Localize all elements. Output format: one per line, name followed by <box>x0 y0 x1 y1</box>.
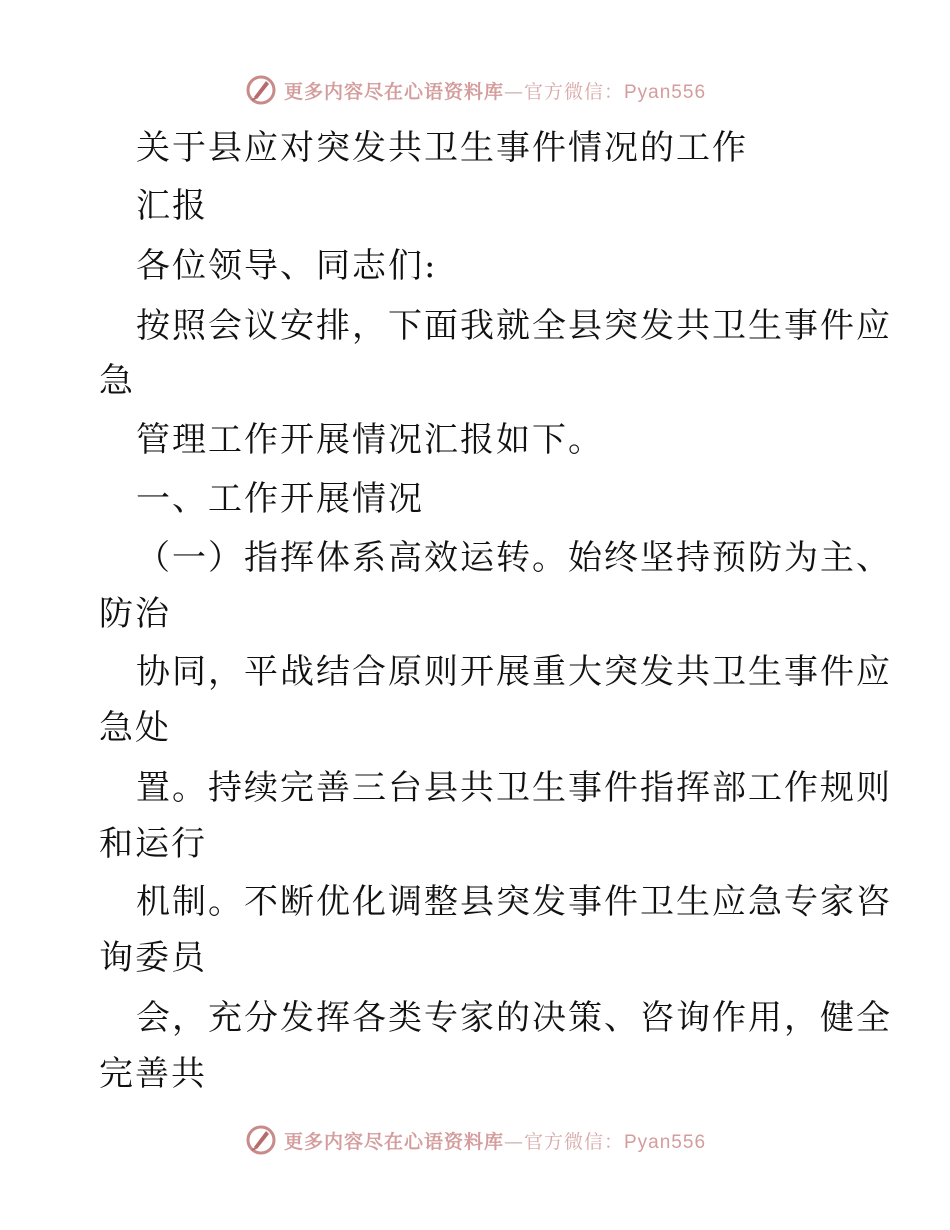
paragraph-line: （一）指挥体系高效运转。始终坚持预防为主、 <box>136 538 892 578</box>
paragraph-line: 管理工作开展情况汇报如下。 <box>136 420 604 460</box>
watermark-text: 更多内容尽在心语资料库—官方微信：Pyan556 <box>283 80 707 103</box>
paragraph-line: 和运行 <box>99 824 207 864</box>
paragraph-line: 询委员 <box>99 938 207 978</box>
paragraph-line: 按照会议安排，下面我就全县突发共卫生事件应 <box>136 306 892 346</box>
paragraph-line: 防治 <box>99 594 171 634</box>
paragraph-line: 机制。不断优化调整县突发事件卫生应急专家咨 <box>136 882 892 922</box>
section-heading: 一、工作开展情况 <box>136 479 424 519</box>
watermark-header <box>0 70 950 110</box>
paragraph-line: 急 <box>99 361 135 401</box>
paragraph-line: 急处 <box>99 708 171 748</box>
title-line-1: 关于县应对突发共卫生事件情况的工作 <box>136 128 748 168</box>
paragraph-line: 协同，平战结合原则开展重大突发共卫生事件应 <box>136 652 892 692</box>
watermark-footer <box>0 1120 950 1160</box>
quill-logo-icon <box>244 1123 278 1157</box>
quill-logo-icon <box>244 73 278 107</box>
watermark-text: 更多内容尽在心语资料库—官方微信：Pyan556 <box>283 1130 707 1153</box>
paragraph-line: 会，充分发挥各类专家的决策、咨询作用，健全 <box>136 998 892 1038</box>
paragraph-line: 完善共 <box>99 1054 207 1094</box>
salutation: 各位领导、同志们: <box>136 246 438 286</box>
paragraph-line: 置。持续完善三台县共卫生事件指挥部工作规则 <box>136 768 892 808</box>
title-line-2: 汇报 <box>136 186 208 226</box>
